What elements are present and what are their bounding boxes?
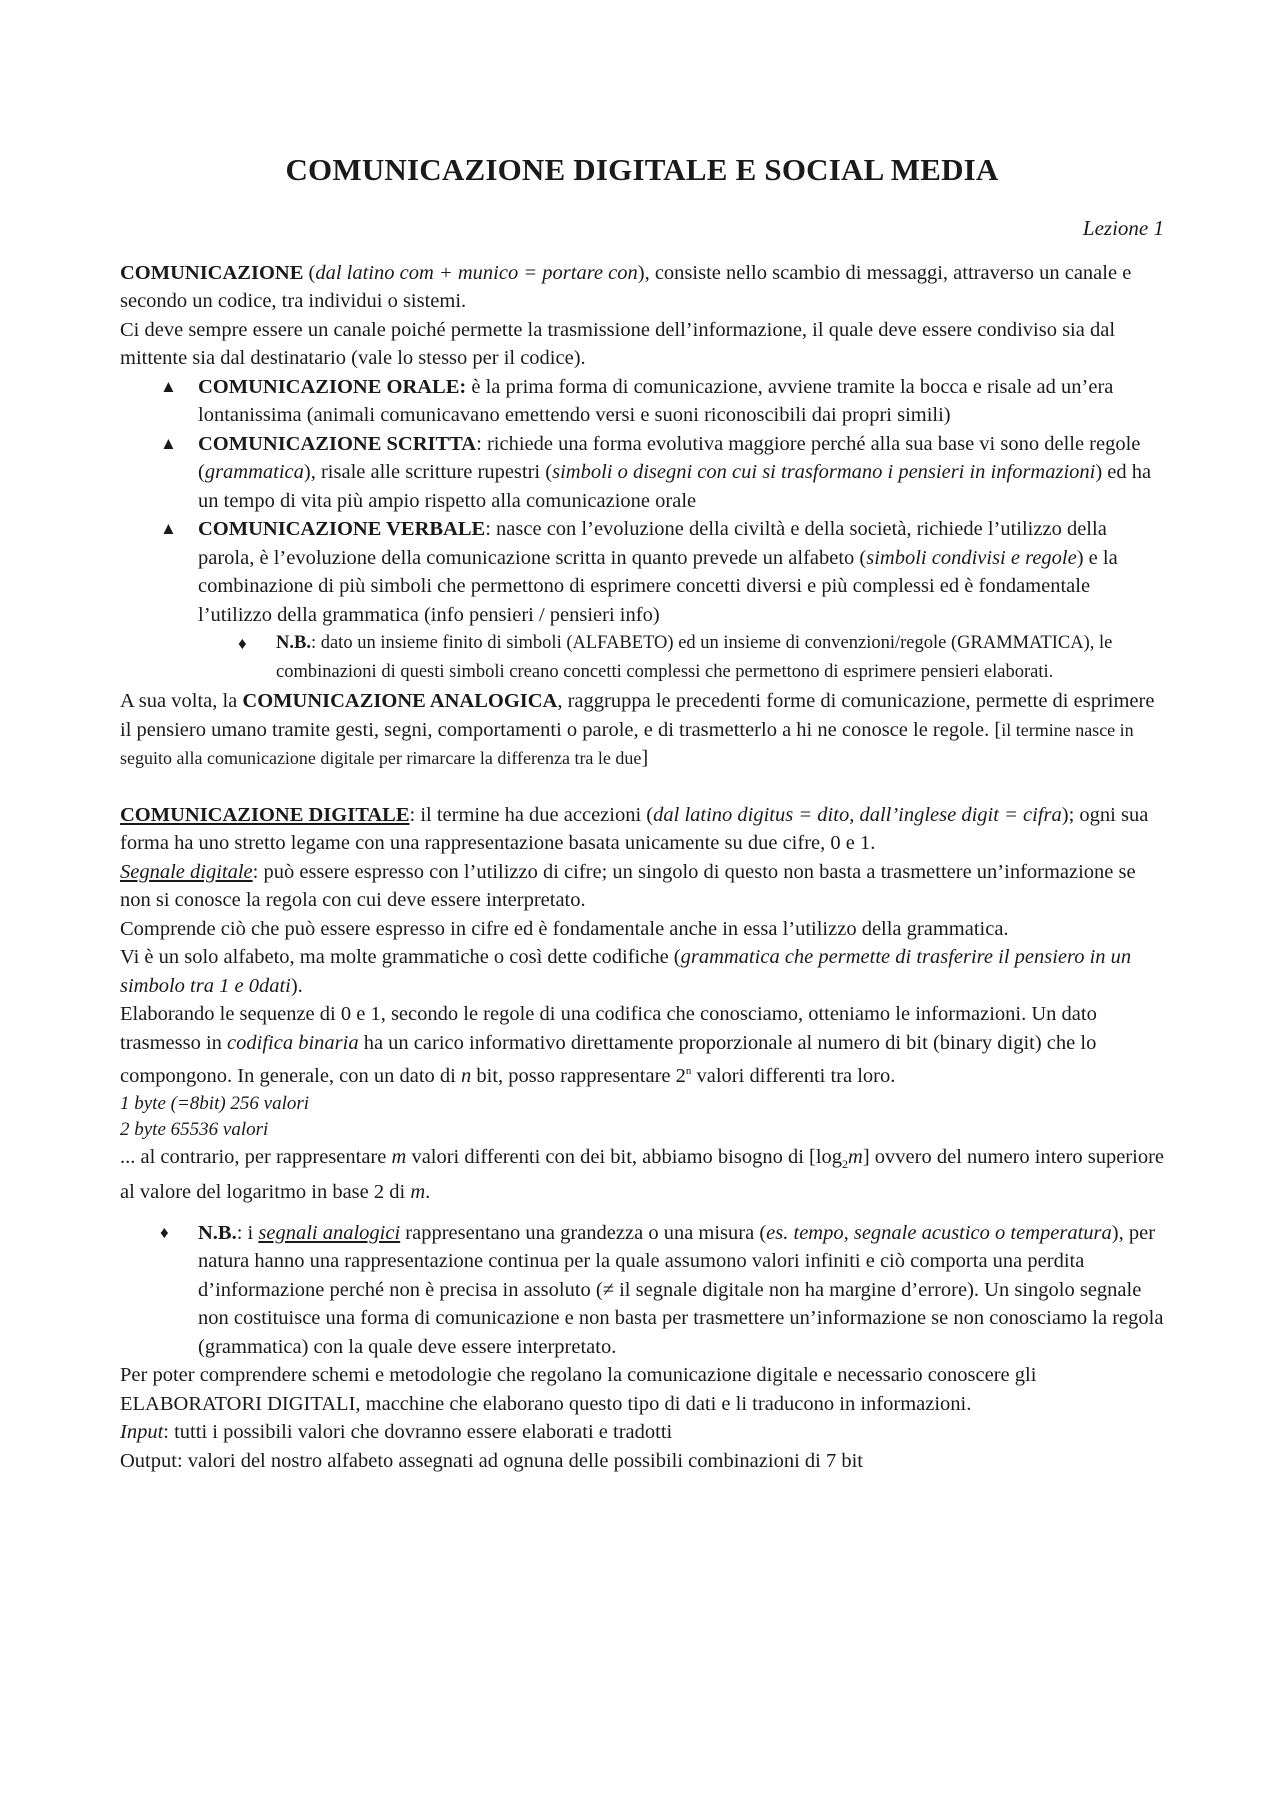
output-line: Output: valori del nostro alfabeto assegnati ad ognuna delle possibili combinazioni di 7 bit — [120, 1449, 863, 1472]
byte-line-2: 2 byte 65536 valori — [120, 1118, 269, 1140]
segnale-paragraph: Segnale digitale: può essere espresso con l’utilizzo di cifre; un singolo di questo non basta a trasmettere un’informazione se non si conosce la regola con cui deve essere interpretato. — [120, 860, 1136, 911]
diamond-bullet-icon: ♦ — [160, 1222, 169, 1242]
segnale-term: Segnale digitale — [120, 860, 253, 883]
triangle-bullet-icon: ▲ — [160, 519, 177, 538]
digitale-paragraph: COMUNICAZIONE DIGITALE: il termine ha due accezioni (dal latino digitus = dito, dall’inglese digit = cifra); ogni sua forma ha uno stretto legame con una rappresentazione basata unicamente su due cifre, 0 e 1. — [120, 803, 1149, 854]
input-line: Input: tutti i possibili valori che dovranno essere elaborati e tradotti — [120, 1421, 673, 1444]
list-item-scritta: ▲ COMUNICAZIONE SCRITTA: richiede una forma evolutiva maggiore perché alla sua base vi sono delle regole (grammatica), risale alle scritture rupestri (simboli o disegni con cui si trasformano i pensieri in informazioni) ed ha un tempo di vita più ampio rispetto alla comunicazione orale — [198, 430, 1164, 516]
alfabeto-paragraph: Vi è un solo alfabeto, ma molte grammatiche o così dette codifiche (grammatica che permette di trasferire il pensiero in un simbolo tra 1 e 0dati). — [120, 946, 1132, 997]
contrario-paragraph: ... al contrario, per rappresentare m valori differenti con dei bit, abbiamo bisogno di $[\log_2m]$ ovvero del numero intero superiore al valore del logaritmo in base 2 di m. — [120, 1145, 1164, 1204]
nb-analog-list — [120, 1219, 1164, 1362]
triangle-bullet-icon: ▲ — [160, 433, 177, 453]
intro-paragraph: COMUNICAZIONE (dal latino com + munico = portare con), consiste nello scambio di messaggi, attraverso un canale e secondo un codice, tra individui o sistemi. — [120, 261, 1132, 312]
intro-paragraph-2: Ci deve sempre essere un canale poiché permette la trasmissione dell’informazione, il quale deve essere condiviso sia dal mittente sia dal destinatario (vale lo stesso per il codice). — [120, 318, 1116, 369]
list-item-nb-analog: ♦ N.B.: i segnali analogici rappresentano una grandezza o una misura (es. tempo, segnale acustico o temperatura), per natura hanno una rappresentazione continua per la quale assumono valori infiniti e ciò comporta una perdita d’informazione perché non è precisa in assoluto (≠ il segnale digitale non ha margine d’errore). Un singolo segnale non costituisce una forma di comunicazione e non basta per trasmettere un’informazione se non conosciamo la regola (grammatica) con la quale deve essere interpretato. — [198, 1219, 1164, 1362]
elaboratori-paragraph: Per poter comprendere schemi e metodologie che regolano la comunicazione digitale e necessario conoscere gli ELABORATORI DIGITALI, macchine che elaborano questo tipo di dati e li traducono in informazioni. — [120, 1364, 1037, 1415]
elaborando-paragraph: Elaborando le sequenze di 0 e 1, secondo le regole di una codifica che conosciamo, otteniamo le informazioni. Un dato trasmesso in codifica binaria ha un carico informativo direttamente proporzionale al numero di bit (binary digit) che lo compongono. In generale, con un dato di n bit, posso rappresentare 2$^n$ valori differenti tra loro. — [120, 1003, 1097, 1087]
intro-term: COMUNICAZIONE — [120, 261, 304, 284]
analogica-paragraph: A sua volta, la COMUNICAZIONE ANALOGICA, raggruppa le precedenti forme di comunicazione, permette di esprimere il pensiero umano tramite gesti, segni, comportamenti o parole, e di trasmetterlo a hi ne conosce le regole. [il termine nasce in seguito alla comunicazione digitale per rimarcare la differenza tra le due] — [120, 690, 1155, 769]
nested-list — [198, 629, 1164, 687]
byte-line-1: 1 byte (=8bit) 256 valori — [120, 1092, 310, 1114]
intro-etymology: dal latino com + munico = portare con — [315, 261, 638, 284]
communication-types-list — [120, 373, 1164, 688]
document-title: COMUNICAZIONE DIGITALE E SOCIAL MEDIA — [285, 152, 999, 187]
triangle-bullet-icon: ▲ — [160, 376, 177, 396]
list-item-verbale: ▲ COMUNICAZIONE VERBALE: nasce con l’evoluzione della civiltà e della società, richiede l’utilizzo della parola, è l’evoluzione della comunicazione scritta in quanto prevede un alfabeto (simboli condivisi e regole) e la combinazione di più simboli che permettono di esprimere concetti diversi e più complessi ed è fondamentale l’utilizzo della grammatica (info pensieri / pensieri info) ♦ N.B.: dato un insieme finito di simboli (ALFABETO) ed un insieme di convenzioni/regole (GRAMMATICA), le combinazioni di questi simboli creano concetti complessi che permettono di esprimere pensieri elaborati. — [198, 515, 1164, 687]
comprende-paragraph: Comprende ciò che può essere espresso in cifre ed è fondamentale anche in essa l’utilizzo della grammatica. — [120, 917, 1009, 940]
digitale-term: COMUNICAZIONE DIGITALE — [120, 803, 410, 826]
lesson-label: Lezione 1 — [1082, 216, 1164, 240]
list-item-orale: ▲ COMUNICAZIONE ORALE: è la prima forma di comunicazione, avviene tramite la bocca e risale ad un’era lontanissima (animali comunicavano emettendo versi e suoni riconoscibili dai propri simili) — [198, 373, 1164, 430]
diamond-bullet-icon: ♦ — [238, 634, 247, 653]
list-item-nb: ♦ N.B.: dato un insieme finito di simboli (ALFABETO) ed un insieme di convenzioni/regole (GRAMMATICA), le combinazioni di questi simboli creano concetti complessi che permettono di esprimere pensieri elaborati. — [276, 629, 1164, 687]
